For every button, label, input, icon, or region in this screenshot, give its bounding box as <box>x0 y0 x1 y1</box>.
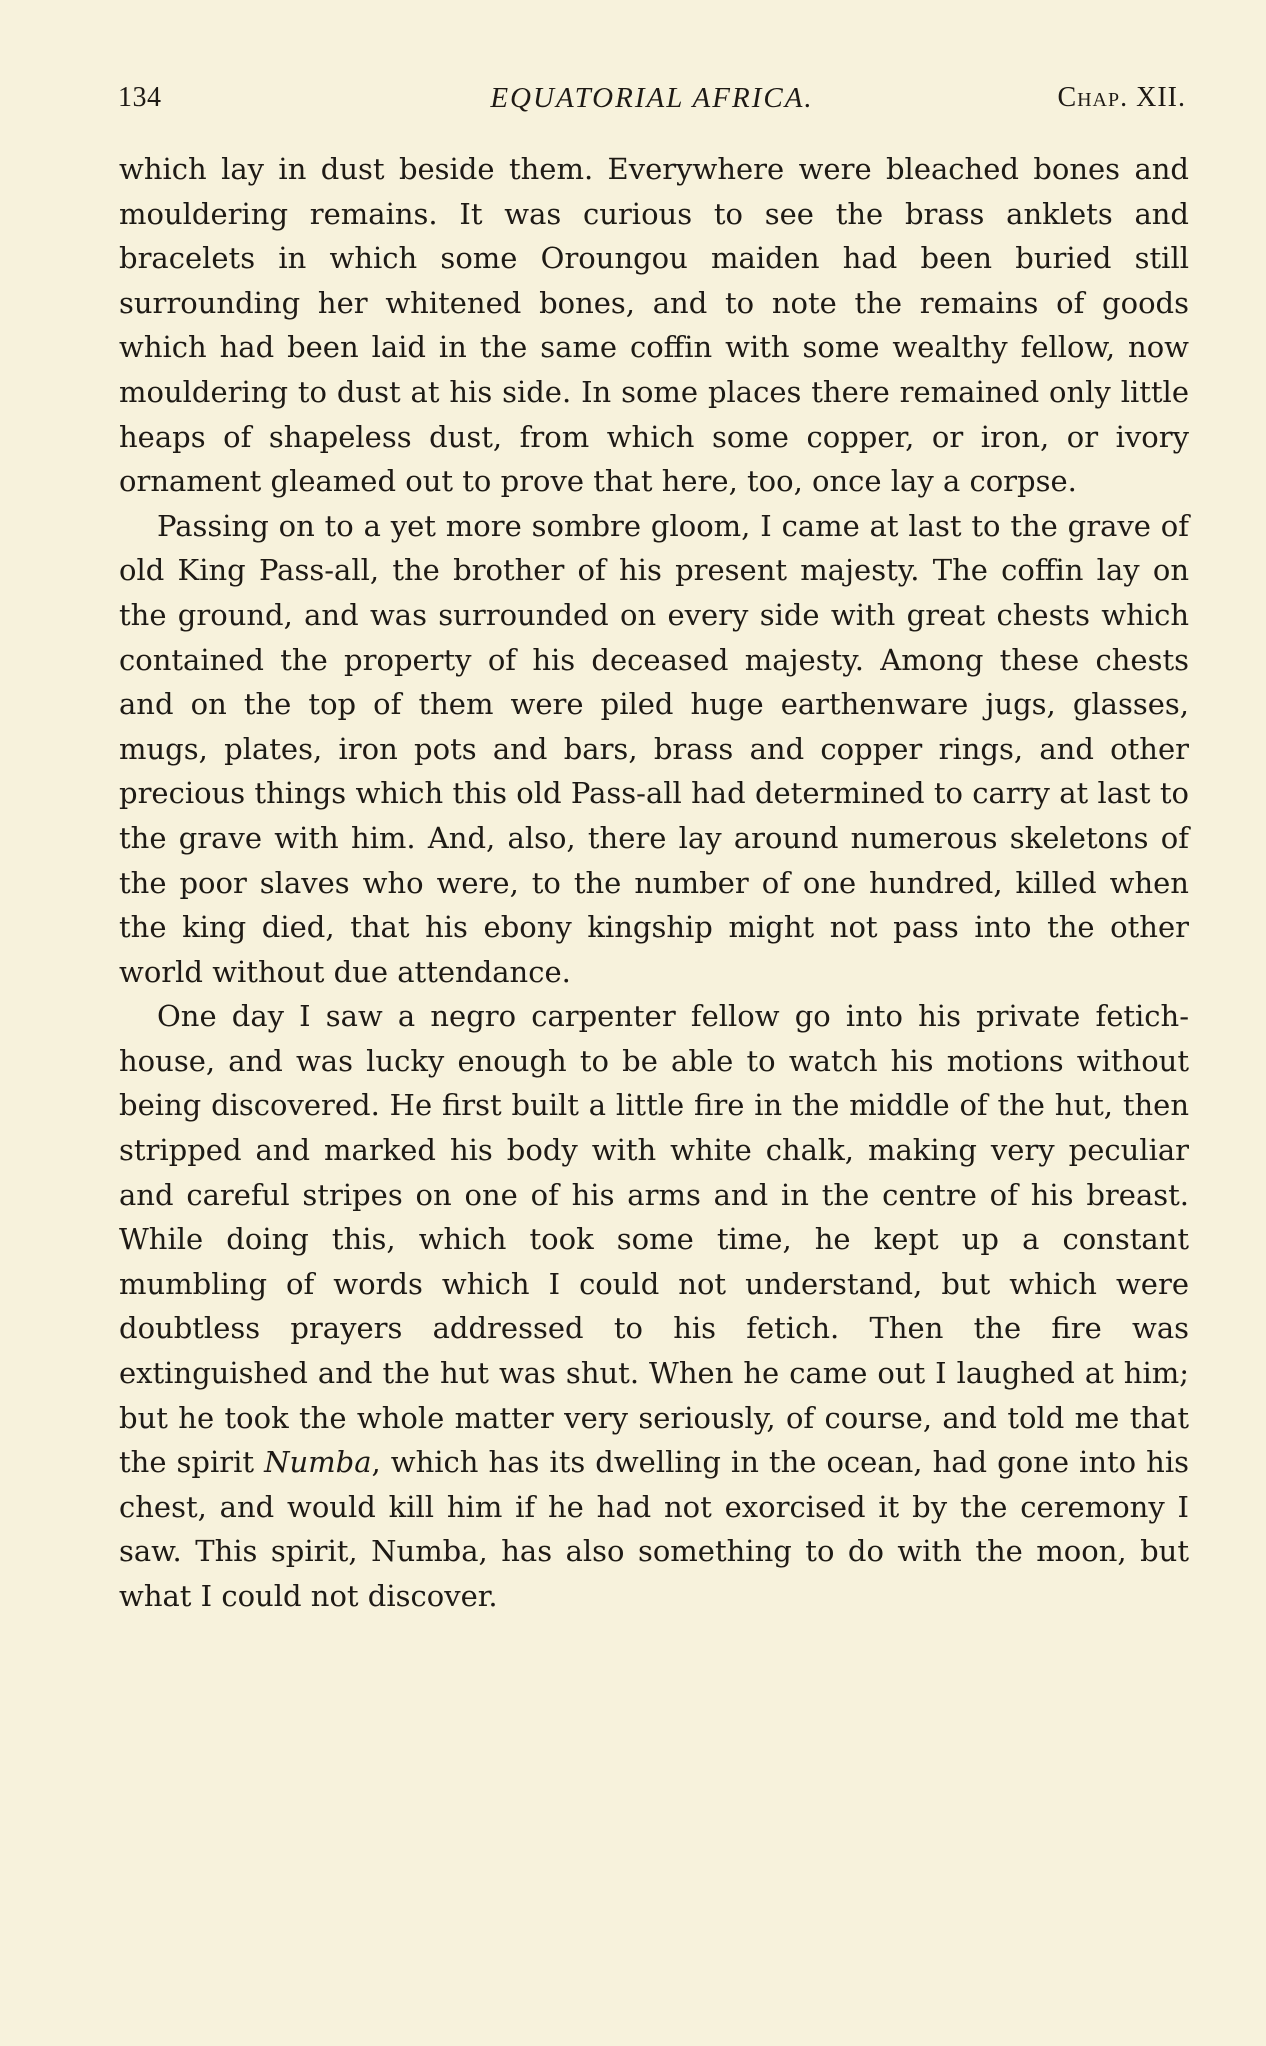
body-text <box>119 147 1189 1619</box>
paragraph-3 <box>119 994 1189 1618</box>
page-number: 134 <box>118 82 162 113</box>
paragraph-3-part-2: , which has its dwelling in the ocean, had gone into his chest, and would kill him if he had not exorcised it by the ceremony I saw. This spirit, Numba, has also something to do with the moon, but what I could not discover. <box>119 1445 1189 1613</box>
running-title: EQUATORIAL AFRICA. <box>490 82 814 114</box>
chapter-label: Chap. XII. <box>1057 82 1186 113</box>
page-header <box>118 82 1186 122</box>
paragraph-2: Passing on to a yet more sombre gloom, I came at last to the grave of old King Pass-all, the brother of his present majesty. The coffin lay on the ground, and was surrounded on every side with great chests which contained the property of his deceased majesty. Among these chests and on the top of them were piled huge earthenware jugs, glasses, mugs, plates, iron pots and bars, brass and copper rings, and other precious things which this old Pass-all had determined to carry at last to the grave with him. And, also, there lay around numerous skeletons of the poor slaves who were, to the number of one hundred, killed when the king died, that his ebony kingship might not pass into the other world without due attendance. <box>119 508 1189 989</box>
paragraph-3-part-1: One day I saw a negro carpenter fellow go into his private fetich-house, and was lucky enough to be able to watch his motions without being discovered. He first built a little fire in the middle of the hut, then stripped and marked his body with white chalk, making very peculiar and careful stripes on one of his arms and in the centre of his breast. While doing this, which took some time, he kept up a constant mumbling of words which I could not understand, but which were doubtless prayers addressed to his fetich. Then the fire was extinguished and the hut was shut. When he came out I laughed at him; but he took the whole matter very seriously, of course, and told me that the spirit <box>119 999 1189 1480</box>
paragraph-1: which lay in dust beside them. Everywhere were bleached bones and mouldering remains. It was curious to see the brass anklets and bracelets in which some Oroungou maiden had been buried still surrounding her whitened bones, and to note the remains of goods which had been laid in the same coffin with some wealthy fellow, now mouldering to dust at his side. In some places there remained only little heaps of shapeless dust, from which some copper, or iron, or ivory ornament gleamed out to prove that here, too, once lay a corpse. <box>119 152 1189 499</box>
numba-italic: Numba <box>264 1445 372 1480</box>
